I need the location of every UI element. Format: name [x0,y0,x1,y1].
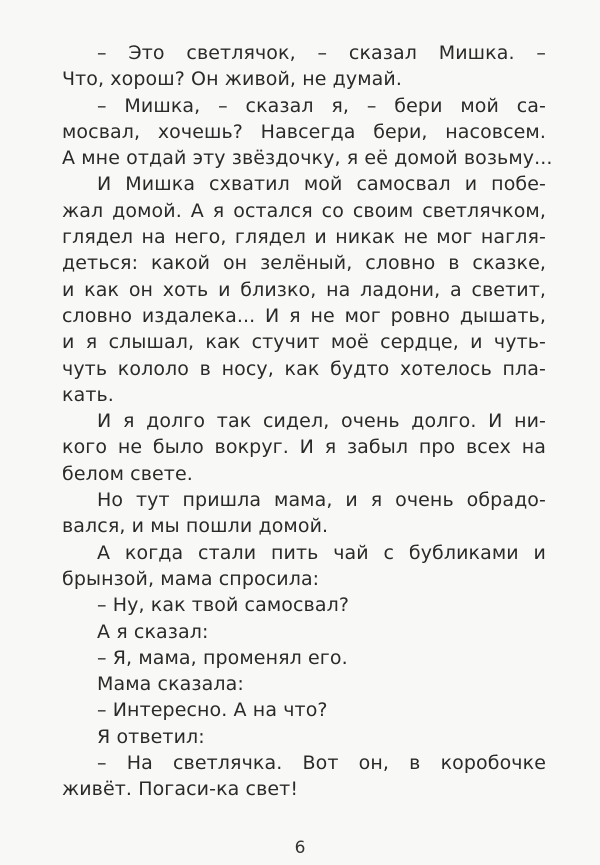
text-line: жал домой. А я остался со своим светлячком, [62,199,546,222]
text-line: – Интересно. А на что? [97,699,328,722]
text-line: И Мишка схватил мой самосвал и побе- [97,173,546,196]
paragraph-4 [62,408,546,487]
text-line: – На светлячка. Вот он, в коробочке [97,752,546,775]
text-line: деться: какой он зелёный, словно в сказке, [62,252,546,275]
text-line: кого не было вокруг. И я забыл про всех на [62,436,546,459]
text-line: глядел на него, глядел и никак не мог нагля- [62,226,546,249]
text-line: Мама сказала: [97,673,244,696]
text-line: словно издалека... И я не мог ровно дышать, [62,304,546,327]
text-line: А я сказал: [97,620,209,643]
text-line: Но тут пришла мама, и я очень обрадо- [97,489,546,512]
text-line: и как он хоть и близко, на ладони, а светит, [62,278,546,301]
text-line: – Мишка, – сказал я, – бери мой са- [97,94,546,117]
paragraph-11 [62,697,546,723]
text-line: А мне отдай эту звёздочку, я её домой возьму... [62,147,553,170]
paragraph-8 [62,619,546,645]
paragraph-9 [62,645,546,671]
text-line: – Я, мама, променял его. [97,646,348,669]
text-line: брынзой, мама спросила: [62,567,320,590]
text-line: Что, хорош? Он живой, не думай. [62,68,402,91]
paragraph-5 [62,487,546,540]
text-line: живёт. Погаси-ка свет! [62,778,299,801]
text-line: кать. [62,383,114,406]
paragraph-12 [62,724,546,750]
text-line: – Ну, как твой самосвал? [97,594,350,617]
text-line: мосвал, хочешь? Навсегда бери, насовсем. [62,120,546,143]
text-line: Я ответил: [97,725,205,748]
text-line: белом свете. [62,462,193,485]
text-line: И я долго так сидел, очень долго. И ни- [97,410,546,433]
paragraph-7 [62,592,546,618]
paragraph-1 [62,40,546,93]
text-line: чуть кололо в носу, как будто хотелось пла- [62,357,546,380]
body-text [62,40,553,803]
text-line: А когда стали пить чай с бубликами и [97,541,546,564]
page-number: 6 [294,838,306,858]
paragraph-10 [62,671,546,697]
text-line: вался, и мы пошли домой. [62,515,329,538]
paragraph-3 [62,171,546,408]
text-line: – Это светлячок, – сказал Мишка. – [97,42,546,64]
paragraph-13 [62,750,546,803]
text-line: и я слышал, как стучит моё сердце, и чуть- [62,331,546,354]
paragraph-6 [62,540,546,593]
paragraph-2 [62,93,553,172]
